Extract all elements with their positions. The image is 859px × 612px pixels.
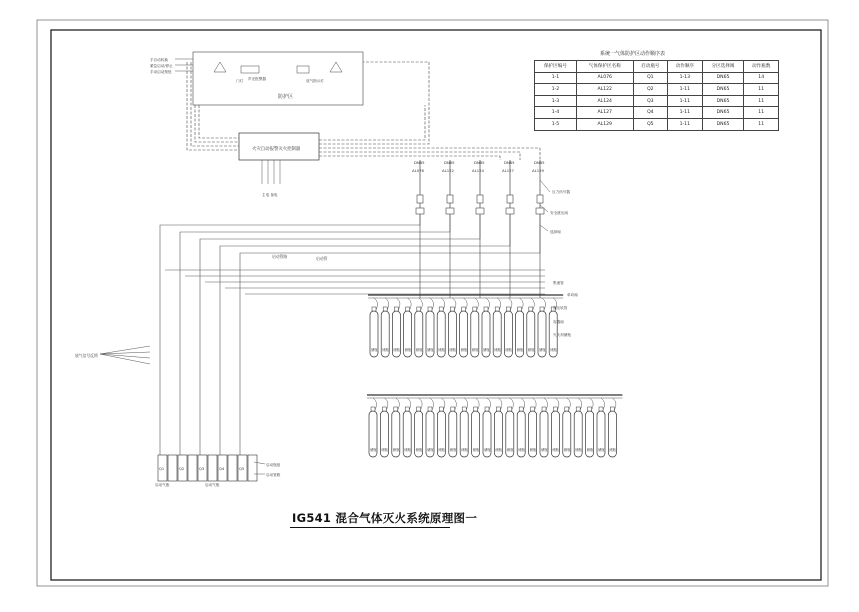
pilot-label-2: 启动气瓶 xyxy=(205,483,220,487)
container-valve-icon xyxy=(540,307,544,311)
cylinder-label: 储瓶 xyxy=(516,348,524,352)
selector-valve-icon xyxy=(477,195,483,203)
container-valve-icon xyxy=(417,307,421,311)
pilot-cylinder-pair xyxy=(168,455,177,481)
table-cell: 1-5 xyxy=(535,118,577,130)
table-header: 启动瓶号 xyxy=(633,61,667,73)
table-row xyxy=(535,72,779,84)
container-valve-icon xyxy=(518,307,522,311)
container-valve-icon xyxy=(542,407,546,411)
container-valve-icon xyxy=(553,407,557,411)
container-valve-icon xyxy=(519,407,523,411)
table-cell: AL122 xyxy=(576,84,633,96)
valve-actuator-icon xyxy=(446,208,454,214)
alarm-horn-icon-2 xyxy=(330,62,342,72)
zone-name-label: AL124 xyxy=(472,168,484,173)
cylinder-label: 储瓶 xyxy=(586,448,594,452)
container-valve-icon xyxy=(439,307,443,311)
container-valve-icon xyxy=(610,407,614,411)
pilot-cylinder-group xyxy=(158,455,265,481)
drawing-title: IG541 混合气体灭火系统原理图一 xyxy=(292,511,478,525)
controller-power-leads xyxy=(262,160,280,184)
container-valve-icon xyxy=(508,407,512,411)
selector-valve-leader xyxy=(540,225,548,231)
selector-valve-icon xyxy=(507,195,513,203)
alarm-label: 声光报警器 xyxy=(248,77,266,81)
cylinder-label: 储瓶 xyxy=(427,448,434,452)
cylinder-label: 储瓶 xyxy=(438,348,445,352)
cylinder-label: 储瓶 xyxy=(527,348,535,352)
cylinder-bank-2 xyxy=(367,395,622,457)
table-cell: 11 xyxy=(744,95,779,107)
table-cell: 1-13 xyxy=(668,72,702,84)
container-valve-icon xyxy=(599,407,603,411)
table-cell: 1-11 xyxy=(668,107,702,119)
zone-name-label: AL129 xyxy=(532,168,544,173)
cylinder-label: 储瓶 xyxy=(495,448,502,452)
table-cell: 11 xyxy=(744,107,779,119)
pilot-label-1: 启动气瓶 xyxy=(155,483,170,487)
input-label-1: 手自动转换 xyxy=(150,58,168,62)
table-row xyxy=(535,84,779,96)
table-cell: Q1 xyxy=(633,72,667,84)
container-valve-icon xyxy=(529,307,533,311)
container-valve-icon xyxy=(462,307,466,311)
cylinder-label: 储瓶 xyxy=(484,448,491,452)
table-header: 气体保护区名称 xyxy=(576,61,633,73)
cylinder-label: 储瓶 xyxy=(404,348,412,352)
cylinder-label: 储瓶 xyxy=(415,348,423,352)
table-cell: Q4 xyxy=(633,107,667,119)
table-cell: 1-1 xyxy=(535,72,577,84)
selector-valve-label: 选择阀 xyxy=(550,230,561,234)
cylinder-label: 储瓶 xyxy=(505,348,512,352)
container-valve-icon xyxy=(506,307,510,311)
cylinder-label: 储瓶 xyxy=(529,448,537,452)
container-valve-icon xyxy=(588,407,592,411)
cylinder-label: 储瓶 xyxy=(460,348,468,352)
table-cell: 1-3 xyxy=(535,95,577,107)
valve-actuator-icon xyxy=(506,208,514,214)
table-header: 分区选择阀 xyxy=(702,61,744,73)
container-valve-icon xyxy=(405,407,409,411)
zone-size-label: DN65 xyxy=(414,160,425,165)
input-label-3: 手动启动按钮 xyxy=(150,70,172,74)
cylinder-label: 储瓶 xyxy=(427,348,434,352)
table-cell: DN65 xyxy=(702,95,744,107)
zone-size-label: DN65 xyxy=(504,160,515,165)
container-valve-icon xyxy=(371,407,375,411)
table-cell: AL129 xyxy=(576,118,633,130)
table-cell: DN65 xyxy=(702,107,744,119)
table-row xyxy=(535,95,779,107)
power-label: 主电 备电 xyxy=(262,193,278,197)
container-valve-label: 容器阀 xyxy=(553,320,564,324)
start-pipe-label: 启动管 xyxy=(316,256,328,261)
cylinder-label: 储瓶 xyxy=(563,448,571,452)
container-valve-icon xyxy=(394,407,398,411)
zone-name-label: AL076 xyxy=(412,168,424,173)
zone-name-label: AL122 xyxy=(442,168,454,173)
cylinder-label: 储瓶 xyxy=(382,348,389,352)
table-cell: 1-11 xyxy=(668,84,702,96)
table-cell: AL124 xyxy=(576,95,633,107)
cylinder-label: 储瓶 xyxy=(415,448,423,452)
input-wires xyxy=(175,59,193,71)
container-valve-icon xyxy=(417,407,421,411)
table-cell: Q2 xyxy=(633,84,667,96)
cylinder-label: 储瓶 xyxy=(552,448,559,452)
container-valve-icon xyxy=(428,407,432,411)
check-valve-label: 单向阀 xyxy=(567,293,578,297)
hose-label: 高压软管 xyxy=(553,306,568,310)
cylinder-label: 储瓶 xyxy=(598,448,605,452)
release-feedback-label: 放气信号反馈 xyxy=(75,353,98,358)
zone-size-label: DN65 xyxy=(444,160,455,165)
cylinder-label: 储瓶 xyxy=(393,348,400,352)
table-cell: 1-4 xyxy=(535,107,577,119)
door-light-label: 门灯 xyxy=(236,79,244,83)
safety-valve-label: 安全泄压阀 xyxy=(550,211,568,215)
table-row xyxy=(535,107,779,119)
table-header: 保护区编号 xyxy=(535,61,577,73)
door-light-icon xyxy=(241,66,259,73)
selector-valve-icon xyxy=(417,195,423,203)
container-valve-icon xyxy=(496,407,500,411)
cylinder-label: 储瓶 xyxy=(494,348,501,352)
start-pipeline-label: 启动管路 xyxy=(272,254,288,259)
signal-bus xyxy=(187,62,540,160)
container-valve-icon xyxy=(372,307,376,311)
cylinder-label: 储瓶 xyxy=(438,448,445,452)
cylinder-bank-1 xyxy=(368,295,563,357)
pilot-cylinder-pair xyxy=(188,455,197,481)
selector-valve-icon xyxy=(537,195,543,203)
cylinder-label: 储瓶 xyxy=(550,348,557,352)
container-valve-icon xyxy=(450,307,454,311)
cylinder-label: 储瓶 xyxy=(404,448,411,452)
container-valve-icon xyxy=(565,407,569,411)
cylinder-label: 储瓶 xyxy=(609,448,616,452)
pilot-cylinder-label: Q5 xyxy=(239,467,245,471)
zone-name-label: AL127 xyxy=(502,168,514,173)
table-cell: DN65 xyxy=(702,118,744,130)
table-cell: Q5 xyxy=(633,118,667,130)
table-cell: 11 xyxy=(744,84,779,96)
agent-cylinder-label: 灭火剂储瓶 xyxy=(553,333,571,337)
selector-valve-icon xyxy=(447,195,453,203)
valve-actuator-icon xyxy=(476,208,484,214)
table-cell: 1-11 xyxy=(668,118,702,130)
sequence-table xyxy=(534,60,779,131)
sequence-table-title: 系统一气体防护区动作顺序表 xyxy=(600,51,666,57)
pressure-switch-leader xyxy=(540,180,550,192)
container-valve-icon xyxy=(406,307,410,311)
container-valve-icon xyxy=(383,307,387,311)
cylinder-label: 储瓶 xyxy=(539,348,546,352)
cylinder-label: 储瓶 xyxy=(518,448,525,452)
container-valve-icon xyxy=(428,307,432,311)
protection-zone-label: 防护区 xyxy=(278,94,294,100)
cylinder-label: 储瓶 xyxy=(483,348,490,352)
zone-size-label: DN65 xyxy=(534,160,545,165)
table-cell: Q3 xyxy=(633,95,667,107)
alarm-horn-icon xyxy=(214,62,226,72)
cylinder-label: 储瓶 xyxy=(370,448,377,452)
container-valve-icon xyxy=(394,307,398,311)
container-valve-icon xyxy=(451,407,455,411)
table-header-row xyxy=(535,61,779,73)
start-pipeline-label-2: 启动管路 xyxy=(266,473,281,477)
cylinder-label: 储瓶 xyxy=(461,448,468,452)
pilot-cylinder-label: Q3 xyxy=(199,467,205,471)
table-header: 动作顺序 xyxy=(668,61,702,73)
collector-pipe-label: 集流管 xyxy=(553,281,564,285)
cylinder-label: 储瓶 xyxy=(471,348,479,352)
feedback-lines xyxy=(165,270,545,294)
fire-controller-label: 火灾自动报警灭火控制器 xyxy=(252,147,301,152)
pilot-cylinder-pair xyxy=(208,455,217,481)
container-valve-icon xyxy=(531,407,535,411)
valve-actuator-icon xyxy=(416,208,424,214)
table-cell: DN65 xyxy=(702,84,744,96)
cylinder-label: 储瓶 xyxy=(575,448,582,452)
table-header: 动作瓶数 xyxy=(744,61,779,73)
cylinder-label: 储瓶 xyxy=(371,348,378,352)
cylinder-label: 储瓶 xyxy=(506,448,514,452)
cylinder-label: 储瓶 xyxy=(449,448,457,452)
input-label-2: 紧急启动/停止 xyxy=(150,64,173,68)
cylinder-label: 储瓶 xyxy=(541,448,548,452)
container-valve-icon xyxy=(474,407,478,411)
table-cell: 1-2 xyxy=(535,84,577,96)
cylinder-label: 储瓶 xyxy=(392,448,400,452)
container-valve-icon xyxy=(485,407,489,411)
manual-release-label: 启动瓶组 xyxy=(266,463,281,467)
container-valve-icon xyxy=(484,307,488,311)
feedback-fanout xyxy=(100,346,150,364)
table-cell: 11 xyxy=(744,118,779,130)
valve-actuator-icon xyxy=(536,208,544,214)
pilot-cylinder-pair xyxy=(228,455,237,481)
cylinder-label: 储瓶 xyxy=(449,348,456,352)
container-valve-icon xyxy=(382,407,386,411)
pilot-cylinder-pair xyxy=(248,455,257,481)
container-valve-icon xyxy=(576,407,580,411)
container-valve-icon xyxy=(473,307,477,311)
pilot-cylinder-label: Q2 xyxy=(179,467,185,471)
selector-valve-group xyxy=(412,160,550,298)
container-valve-icon xyxy=(462,407,466,411)
table-row xyxy=(535,118,779,130)
table-cell: AL076 xyxy=(576,72,633,84)
table-cell: 1-11 xyxy=(668,95,702,107)
pilot-cylinder-label: Q1 xyxy=(159,467,165,471)
discharge-light-icon xyxy=(297,66,309,73)
pressure-switch-label: 压力讯号器 xyxy=(552,190,570,194)
table-cell: DN65 xyxy=(702,72,744,84)
cylinder-label: 储瓶 xyxy=(381,448,388,452)
container-valve-icon xyxy=(495,307,499,311)
container-valve-icon xyxy=(439,407,443,411)
zone-size-label: DN65 xyxy=(474,160,485,165)
table-cell: AL127 xyxy=(576,107,633,119)
pilot-cylinder-label: Q4 xyxy=(219,467,225,471)
cylinder-label: 储瓶 xyxy=(472,448,480,452)
discharge-light-label: 放气指示灯 xyxy=(306,79,324,83)
drawing-title-underline xyxy=(290,527,450,528)
table-cell: 14 xyxy=(744,72,779,84)
